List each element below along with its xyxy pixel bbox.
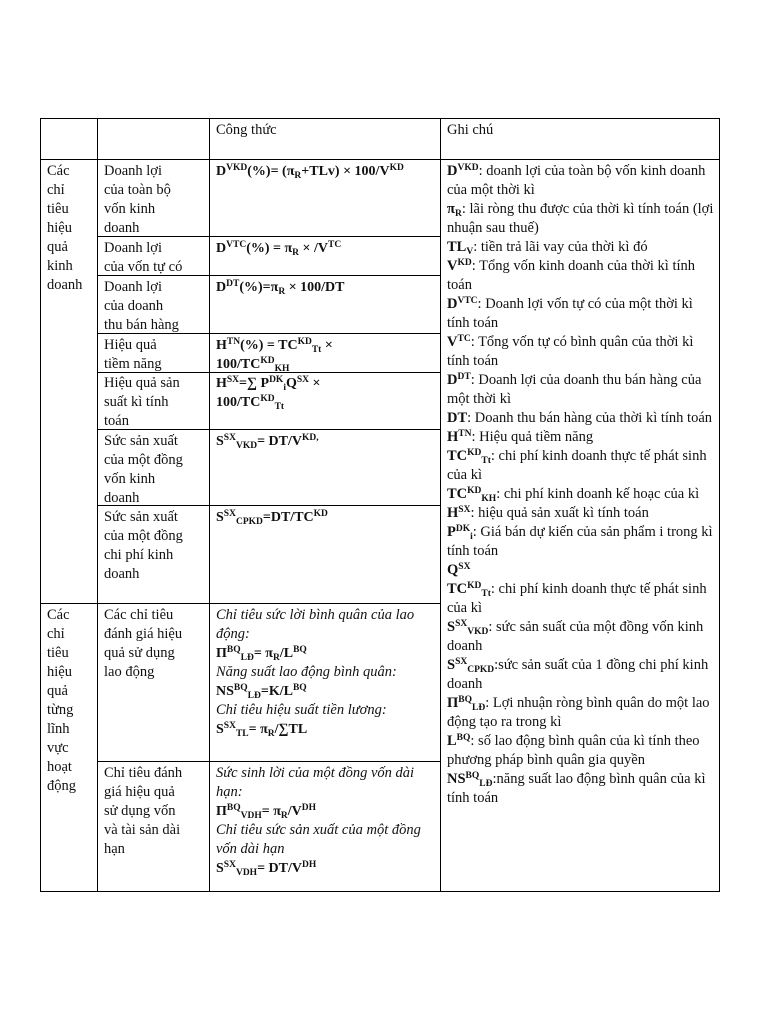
row-name: Sức sản xuất của một đồng chi phí kinh doanh: [104, 509, 183, 582]
note-item: $Q^{SX}$: [447, 562, 471, 578]
formula-longterm-block: Sức sinh lời của một đồng vốn dài hạn: $\Pi^{BQ}_{VDH}= \pi_R/V^{DH}$ Chỉ tiêu sức sản xuất của một đồng vốn dài hạn $S^{SX}_{VDH}= DT/V^{DH}$: [216, 765, 421, 878]
table-border-left: [40, 118, 41, 892]
notes-column: [447, 162, 715, 808]
formula-dt: $D^{DT}(\%)=\pi_R \times 100/DT$: [216, 279, 345, 297]
header-formula: Công thức: [216, 122, 277, 138]
note-item: $TC^{KD}_{KH}$: chi phí kinh doanh kế hoạc của kì: [447, 486, 700, 504]
note-item: $\Pi^{BQ}_{LĐ}$: Lợi nhuận ròng bình quân do một lao động tạo ra trong kì: [447, 695, 710, 730]
formula-htn: $H^{TN}(\%) = TC^{KD}_{Tt} \times 100/TC^{KD}_{KH}$: [216, 337, 333, 374]
section-label: Các chỉ tiêu hiệu quả từng lĩnh vực hoạt động: [47, 607, 76, 794]
note-item: $NS^{BQ}_{LĐ}:năng$ suất lao động bình quân của kì tính toán: [447, 771, 706, 806]
column-divider: [440, 118, 441, 892]
note-item: $H^{TN}$: Hiệu quả tiềm năng: [447, 429, 594, 445]
note-item: $TL_V$: tiền trả lãi vay của thời kì đó: [447, 239, 648, 257]
table-border-top: [40, 118, 720, 119]
formula-vtc: $D^{VTC}(\%) = \pi_R \times /V^{TC}$: [216, 240, 342, 258]
note-item: $\pi_R$: lãi ròng thu được của thời kì tính toán (lợi nhuận sau thuế): [447, 201, 714, 236]
formula-vkd: $D^{VKD}(\%)= (\pi_R+TLv) \times 100/V^{KD}$: [216, 163, 404, 181]
formula-labor-block: Chỉ tiêu sức lời bình quân của lao động: $\Pi^{BQ}_{LĐ}= \pi_R/L^{BQ}$ Năng suất lao động bình quân: $NS^{BQ}_{LĐ}=K/L^{BQ}$ Chỉ tiêu hiệu suất tiền lương: $S^{SX}_{TL}= \pi_R/\sum TL$: [216, 607, 415, 739]
row-name: Các chỉ tiêu đánh giá hiệu quả sử dụng lao động: [104, 607, 183, 680]
note-item: $H^{SX}$: hiệu quả sản xuất kì tính toán: [447, 505, 649, 521]
row-name: Doanh lợi của vốn tự có: [104, 240, 183, 275]
formula-ssx-cpkd: $S^{SX}_{CPKD}=DT/TC^{KD}$: [216, 509, 328, 527]
row-divider: [97, 761, 440, 762]
row-name: Hiệu quả tiềm năng: [104, 337, 162, 372]
table-border-right: [719, 118, 720, 892]
formula-hsx: $H^{SX}=\sum$ $P^{DK}_iQ^{SX} \times 100/TC^{KD}_{Tt}$: [216, 375, 321, 412]
header-note: Ghi chú: [447, 122, 494, 138]
note-item: $S^{SX}_{CPKD}:sức$ sản suất của 1 đồng chi phí kinh doanh: [447, 657, 709, 692]
note-item: $TC^{KD}_{Tt}$: chi phí kinh doanh thực tế phát sinh của kì: [447, 581, 707, 616]
note-item: $P^{DK}_i$: Giá bán dự kiến của sản phẩm i trong kì tính toán: [447, 524, 713, 559]
row-name: Sức sản xuất của một đồng vốn kinh doanh: [104, 433, 183, 506]
note-item: $D^{VTC}$: Doanh lợi vốn tự có của một thời kì tính toán: [447, 296, 693, 331]
note-item: $D^{DT}$: Doanh lợi của doanh thu bán hàng của một thời kì: [447, 372, 702, 407]
formula-ssx-vkd: $S^{SX}_{VKD}= DT/V^{KD,}$: [216, 433, 319, 451]
note-item: DT: Doanh thu bán hàng của thời kì tính toán: [447, 410, 713, 426]
row-name: Hiệu quả sản suất kì tính toán: [104, 375, 180, 429]
row-name: Doanh lợi của doanh thu bán hàng: [104, 279, 179, 333]
row-name: Doanh lợi của toàn bộ vốn kinh doanh: [104, 163, 171, 236]
row-name: Chỉ tiêu đánh giá hiệu quả sử dụng vốn và tài sản dài hạn: [104, 765, 183, 857]
section-divider: [40, 603, 440, 604]
note-item: $D^{VKD}$: doanh lợi của toàn bộ vốn kinh doanh của một thời kì: [447, 163, 706, 198]
note-item: $TC^{KD}_{Tt}$: chi phí kinh doanh thực tế phát sinh của kì: [447, 448, 707, 483]
note-item: $V^{KD}$: Tổng vốn kinh doanh của thời kì tính toán: [447, 258, 696, 293]
note-item: $S^{SX}_{VKD}$: sức sản suất của một đồng vốn kinh doanh: [447, 619, 704, 654]
table-border-bottom: [40, 891, 720, 892]
note-item: $V^{TC}$: Tổng vốn tự có bình quân của thời kì tính toán: [447, 334, 694, 369]
section-label: Các chỉ tiêu hiệu quả kinh doanh: [47, 163, 83, 293]
note-item: $L^{BQ}$: số lao động bình quân của kì tính theo phương pháp bình quân gia quyền: [447, 733, 700, 768]
header-divider: [40, 159, 720, 160]
